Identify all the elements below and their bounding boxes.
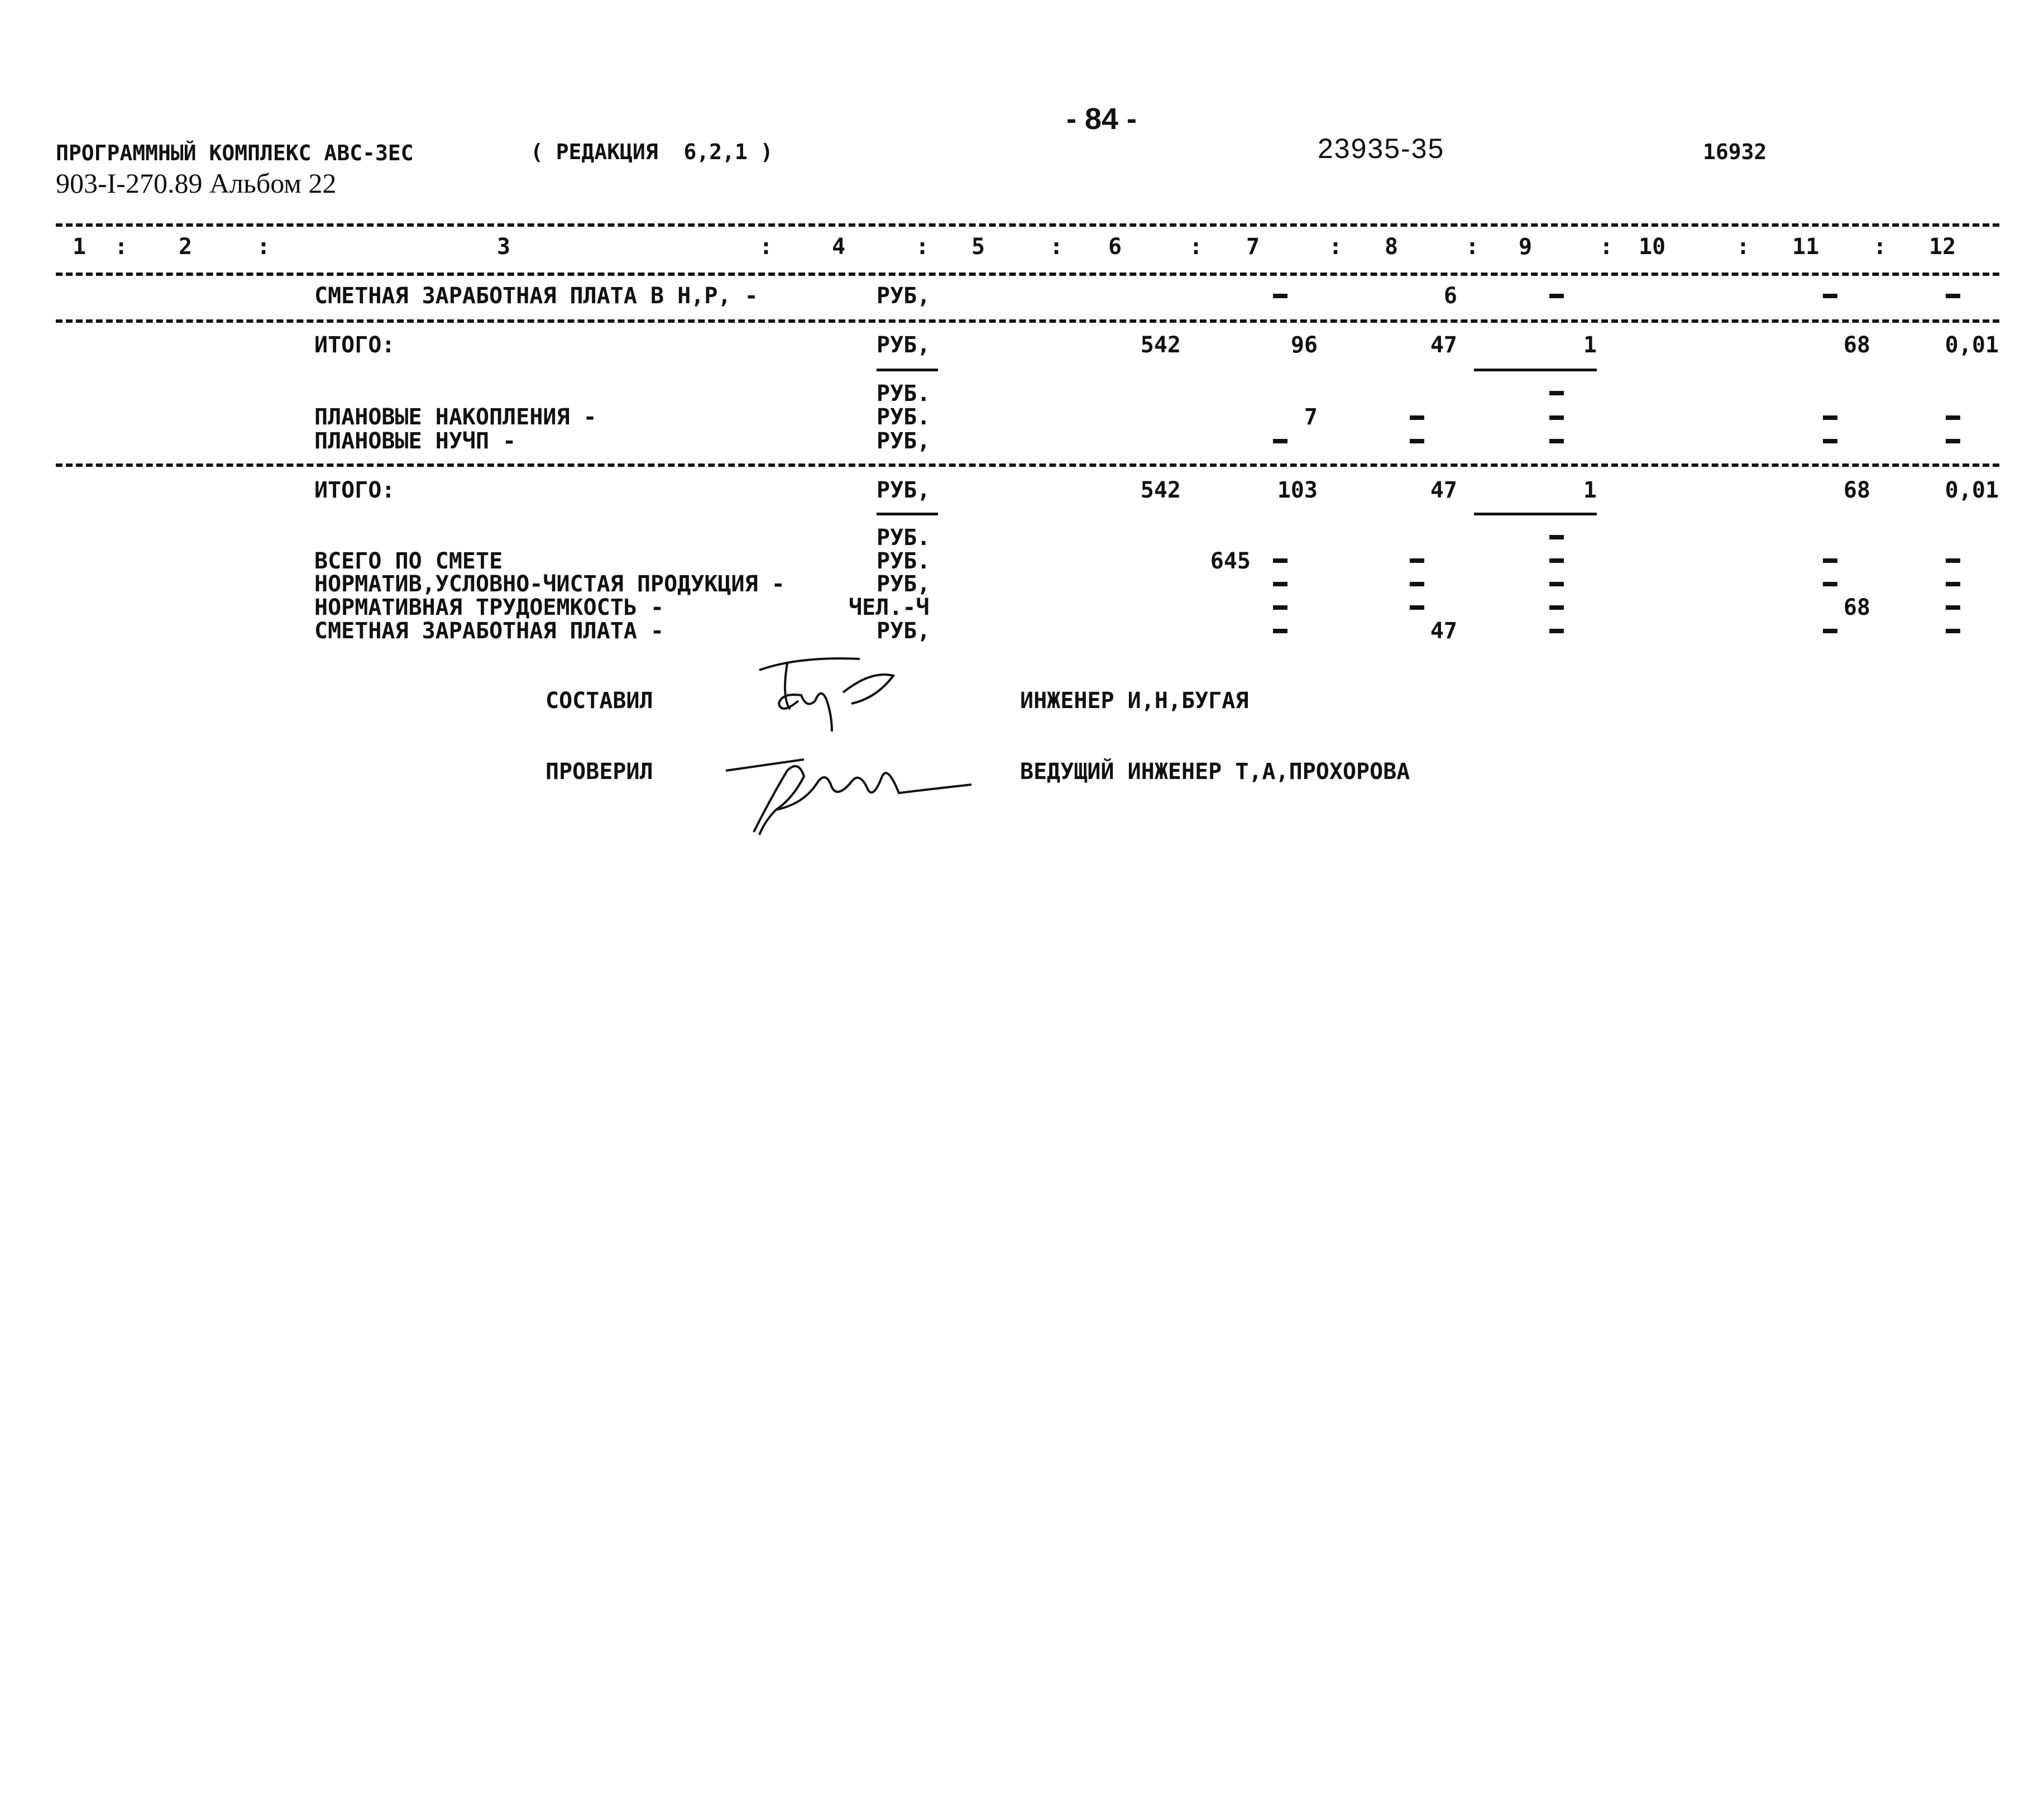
dash-mark bbox=[1946, 294, 1960, 298]
cell-c8: 47 bbox=[1430, 332, 1457, 358]
column-number-6: 6 bbox=[1108, 234, 1122, 260]
column-number-3: 3 bbox=[497, 234, 511, 260]
column-separator: : bbox=[1050, 234, 1064, 260]
row-unit: РУБ. bbox=[877, 404, 931, 430]
column-separator: : bbox=[1600, 234, 1614, 260]
cell-c11: 68 bbox=[1843, 332, 1870, 358]
dash-mark bbox=[1273, 605, 1287, 610]
column-separator: : bbox=[1329, 234, 1343, 260]
registration-number: 23935-35 bbox=[1318, 133, 1445, 164]
unit-underline bbox=[877, 369, 938, 371]
dash-mark bbox=[1273, 439, 1287, 443]
cell-c8: 47 bbox=[1430, 477, 1457, 503]
dash-mark bbox=[1823, 294, 1837, 298]
header-top-rule bbox=[56, 223, 1999, 227]
dash-mark bbox=[1410, 605, 1424, 610]
unit-underline bbox=[877, 513, 938, 515]
dash-mark bbox=[1549, 391, 1564, 395]
dash-mark bbox=[1823, 582, 1837, 586]
column-number-5: 5 bbox=[971, 234, 985, 260]
row-rule bbox=[56, 319, 1999, 323]
row-label-total: ИТОГО: bbox=[314, 332, 395, 358]
row-rule bbox=[56, 463, 1999, 467]
cell-underline bbox=[1474, 513, 1597, 515]
cell-c7: 7 bbox=[1304, 404, 1318, 430]
row-unit: РУБ. bbox=[877, 548, 931, 574]
row-label-normative-labor: НОРМАТИВНАЯ ТРУДОЕМКОСТЬ - bbox=[314, 595, 664, 620]
edition: ( РЕДАКЦИЯ 6,2,1 ) bbox=[530, 140, 773, 164]
dash-mark bbox=[1410, 415, 1424, 420]
column-number-11: 11 bbox=[1792, 234, 1820, 260]
cell-c12: 0,01 bbox=[1945, 477, 1999, 503]
dash-mark bbox=[1823, 439, 1837, 443]
row-label-grand-total: ВСЕГО ПО СМЕТЕ bbox=[314, 548, 503, 574]
checked-label: ПРОВЕРИЛ bbox=[545, 759, 653, 785]
column-number-8: 8 bbox=[1385, 234, 1399, 260]
dash-mark bbox=[1946, 415, 1960, 420]
dash-mark bbox=[1823, 558, 1837, 563]
cell-c9: 1 bbox=[1583, 477, 1597, 503]
column-separator: : bbox=[759, 234, 773, 260]
column-number-12: 12 bbox=[1929, 234, 1956, 260]
column-number-10: 10 bbox=[1639, 234, 1666, 260]
dash-mark bbox=[1823, 629, 1837, 633]
row-unit: РУБ, bbox=[877, 477, 931, 503]
cell-c6: 542 bbox=[1140, 477, 1181, 503]
row-label-wage: СМЕТНАЯ ЗАРАБОТНАЯ ПЛАТА - bbox=[314, 618, 664, 644]
row-unit: РУБ, bbox=[877, 283, 931, 309]
row-label-normative-net-product: НОРМАТИВ,УСЛОВНО-ЧИСТАЯ ПРОДУКЦИЯ - bbox=[314, 571, 785, 597]
page-number: - 84 - bbox=[1066, 102, 1137, 136]
dash-mark bbox=[1946, 605, 1960, 610]
row-unit: ЧЕЛ.-Ч bbox=[849, 595, 930, 620]
compiled-label: СОСТАВИЛ bbox=[545, 688, 653, 714]
row-unit: РУБ, bbox=[877, 618, 931, 644]
dash-mark bbox=[1549, 558, 1564, 563]
row-unit: РУБ. bbox=[877, 525, 931, 551]
cell-c11: 68 bbox=[1843, 595, 1870, 620]
row-unit: РУБ, bbox=[877, 428, 931, 454]
dash-mark bbox=[1273, 629, 1287, 633]
signature-checked bbox=[720, 737, 983, 849]
dash-mark bbox=[1410, 582, 1424, 586]
column-number-4: 4 bbox=[832, 234, 846, 260]
row-label-total: ИТОГО: bbox=[314, 477, 395, 503]
column-number-2: 2 bbox=[179, 234, 193, 260]
dash-mark bbox=[1410, 439, 1424, 443]
sheet-id: 16932 bbox=[1703, 140, 1767, 164]
dash-mark bbox=[1549, 582, 1564, 586]
dash-mark bbox=[1549, 294, 1564, 298]
row-label-planned-nuchp: ПЛАНОВЫЕ НУЧП - bbox=[314, 428, 516, 454]
row-label-wage-overheads: СМЕТНАЯ ЗАРАБОТНАЯ ПЛАТА В Н,Р, - bbox=[314, 283, 758, 309]
row-unit: РУБ. bbox=[877, 381, 931, 407]
cell-c11: 68 bbox=[1843, 477, 1870, 503]
dash-mark bbox=[1549, 535, 1564, 539]
cell-c6: 542 bbox=[1140, 332, 1181, 358]
dash-mark bbox=[1549, 629, 1564, 633]
row-unit: РУБ, bbox=[877, 571, 931, 597]
cell-c7: 103 bbox=[1277, 477, 1318, 503]
cell-c8: 6 bbox=[1443, 283, 1457, 309]
dash-mark bbox=[1946, 629, 1960, 633]
compiled-by: ИНЖЕНЕР И,Н,БУГАЯ bbox=[1020, 688, 1249, 714]
column-separator: : bbox=[1873, 234, 1887, 260]
dash-mark bbox=[1273, 294, 1287, 298]
row-unit: РУБ, bbox=[877, 332, 931, 358]
program-name: ПРОГРАММНЫЙ КОМПЛЕКС АВС-3ЕС bbox=[56, 141, 414, 165]
cell-c12: 0,01 bbox=[1945, 332, 1999, 358]
column-number-9: 9 bbox=[1519, 234, 1533, 260]
column-separator: : bbox=[1466, 234, 1480, 260]
dash-mark bbox=[1273, 558, 1287, 563]
column-number-1: 1 bbox=[73, 234, 87, 260]
cell-c8: 47 bbox=[1430, 618, 1457, 644]
signature-compiled bbox=[748, 648, 916, 743]
header-bottom-rule bbox=[56, 273, 1999, 276]
cell-underline bbox=[1474, 369, 1597, 371]
dash-mark bbox=[1946, 439, 1960, 443]
dash-mark bbox=[1549, 439, 1564, 443]
dash-mark bbox=[1823, 415, 1837, 420]
dash-mark bbox=[1273, 582, 1287, 586]
cell-c7: 96 bbox=[1290, 332, 1318, 358]
column-separator: : bbox=[114, 234, 128, 260]
column-separator: : bbox=[1189, 234, 1203, 260]
cell-c9: 1 bbox=[1583, 332, 1597, 358]
dash-mark bbox=[1946, 558, 1960, 563]
column-separator: : bbox=[916, 234, 930, 260]
cell-c6: 645 bbox=[1210, 548, 1251, 574]
dash-mark bbox=[1549, 415, 1564, 420]
checked-by: ВЕДУЩИЙ ИНЖЕНЕР Т,А,ПРОХОРОВА bbox=[1020, 759, 1410, 785]
dash-mark bbox=[1410, 558, 1424, 563]
column-separator: : bbox=[1736, 234, 1750, 260]
dash-mark bbox=[1946, 582, 1960, 586]
column-number-7: 7 bbox=[1246, 234, 1260, 260]
document-code: 903-I-270.89 Альбом 22 bbox=[56, 168, 337, 199]
row-label-planned-accumulations: ПЛАНОВЫЕ НАКОПЛЕНИЯ - bbox=[314, 404, 597, 430]
dash-mark bbox=[1549, 605, 1564, 610]
column-separator: : bbox=[257, 234, 271, 260]
